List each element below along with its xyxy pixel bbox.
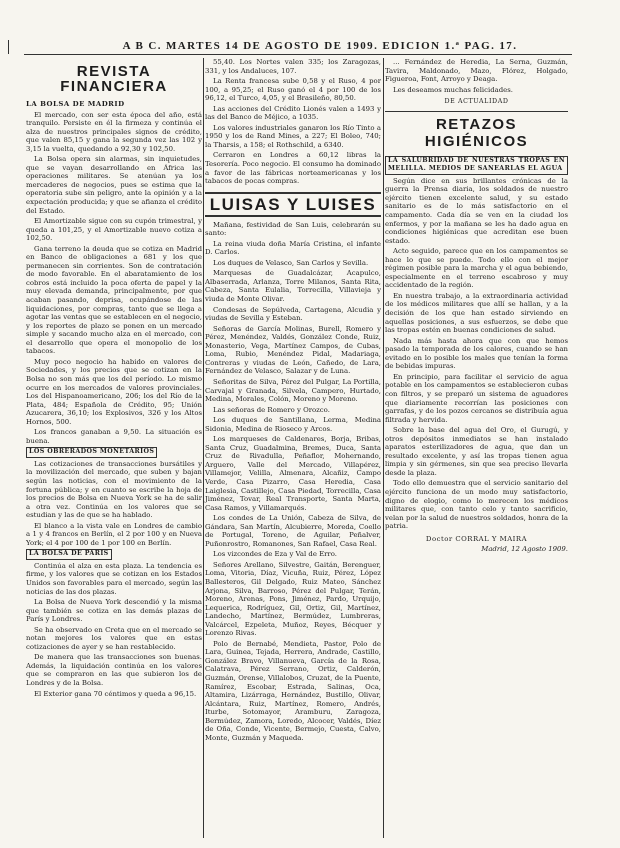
- revista-paragraph: Continúa el alza en esta plaza. La tendencia es firme, y los valores que se cotizan en los Estados Unidos son favorables para el mercado, según las noticias de las dos plazas.: [26, 561, 202, 596]
- retazos-paragraph: Todo ello demuestra que el servicio sanitario del ejército funciona de un modo muy satisfactorio, digno de elogio, como lo merecen los médicos militares que, con tanto celo y tanto sacrificio, velan por la salud de nuestros soldados, honra de la patria.: [385, 479, 568, 531]
- luisas-paragraph: Marquesas de Guadalcázar, Acapulco, Albaserrada, Arlanza, Torre Milanos, Santa Rita, Cabeza, Santa Eulalia, Torrecilla, Villavieja y viuda de Monte Olivar.: [205, 269, 381, 304]
- revista-paragraph: El mercado, con ser esta época del año, está tranquilo. Persiste en él la firmeza y continúa el alza de nuestros principales signos de crédito, que valen 85,15 y gana la segunda vez las 102 y 3,15 la vuelta, quedando a 92,30 y 102,50.: [26, 110, 202, 153]
- luisas-paragraph: La reina viuda doña María Cristina, el infante D. Carlos.: [205, 239, 381, 257]
- finance-paragraph: La Renta francesa sube 0,58 y el Ruso, 4 por 100, a 95,25; el Ruso ganó el 4 por 100 de los 96,12, el Turco, 4,05, y el Brasileño, 80,50.: [205, 77, 381, 103]
- finance-paragraph: 55,40. Los Nortes valen 335; los Zaragozas, 331, y los Andaluces, 107.: [205, 58, 381, 75]
- section-tag-actualidad: DE ACTUALIDAD: [444, 98, 509, 106]
- revista-paragraph: El Exterior gana 70 céntimos y queda a 96,15.: [34, 689, 197, 698]
- luisas-paragraph: Condesas de Sepúlveda, Cartagena, Alcudia y viudas de Sevilla y Esteban.: [205, 305, 381, 323]
- luisas-paragraph: Señores Arellano, Silvestre, Gaitán, Berenguer, Loma, Vitoria, Díaz, Vicuña, Ruiz, Pérez, López Ballesteros, Gil Delgado, Ruiz Mateo, Sánchez Arjona, Silva, Barroso, Pérez del Pulgar, Terán, Moreno, Arenas, Pons, Jiménez, Pardo, Urquijo, Lequerica, Rodríguez, Gil, Ortiz, Gil, Martínez, Landecho, Martínez, Bermúdez, Lumbreras, Valcárcel, Ezpeleta, Muñoz, Reyes, Bécquer y Lorenzo Rivas.: [205, 560, 381, 638]
- revista-paragraph: Las cotizaciones de transacciones bursátiles y la movilización del mercado, que suben y bajan según las noticias, con el movimiento de la fortuna pública; y en cuanto se escribe la hoja de los precios de Bolsa en Nueva York se ha de salir a otra vez. Continúa en los valores que se estudian y las de que se ha hablado.: [26, 459, 202, 520]
- luisas-paragraph: Mañana, festividad de San Luis, celebrarán su santo:: [205, 220, 381, 238]
- revista-paragraph: Muy poco negocio ha habido en valores de Sociedades, y los precios que se cotizan en la Bolsa no son más que los del período. Lo mismo ocurre en los mercados de valores provinciales. Los del Hispanoamericano, 206; los del Río de la Plata, 484; Española de Crédito, 95; Unión Azucarera, 36,10; los Explosivos, 326 y los Altos Hornos, 500.: [26, 357, 202, 426]
- retazos-paragraph: Nada más hasta ahora que con que hemos pasado la temporada de los calores, cuando se han evitado en lo posible los males que tenían la forma de bebidas impuras.: [385, 336, 568, 371]
- lead-label-monetarios: LOS OBRERADOS MONETARIOS: [26, 447, 157, 458]
- retazos-paragraph: En principio, para facilitar el servicio de agua potable en los campamentos se establecieron cubas con filtros, y se preparó un sistema de aguadores que diariamente recorrían las posiciones con garrafas, y de los pozos cercanos se distribuía agua filtrada y hervida.: [385, 372, 568, 424]
- luisas-paragraph: Los marqueses de Caldenares, Borja, Bribas, Santa Cruz, Guadalmina, Bremes, Duca, Santa Cruz de Rivadulla, Peñaflor, Mohernando, Arguero, Valle del Mercado, Villapérez, Villamejor, Velilla, Almenara, Alcañiz, Campo Verde, Casa Pizarro, Casa Heredia, Casa Laiglesia, Castillejo, Casa Piedad, Torrecilla, Casa Jiménez, Tovar, Real Transporte, Santa Marta, Casa Ramos, y Villamarqués.: [205, 435, 381, 512]
- finance-paragraph: Las acciones del Crédito Lionés valen a 1493 y las del Banco de Méjico, a 1035.: [205, 104, 381, 122]
- retazos-paragraph: Según dice en sus brillantes crónicas de la guerra la Prensa diaria, los soldados de nuestro ejército tienen excelente salud, y su estado sanitario es de lo más satisfactorio en el campamento. Cada día se ven en la ciudad los enfermos, y por la mañana se les ha dado agua en condiciones higiénicas que acreditan ese buen estado.: [385, 176, 568, 245]
- retazos-paragraph: En nuestra trabajo, a la extraordinaria actividad de los médicos militares que allí se hallan, y a la decisión de los que han estado sirviendo en aquellas posiciones, a sus esfuerzos, se debe que las tropas estén en buenas condiciones de salud.: [385, 291, 568, 335]
- luisas-continued-paragraph: ... Fernández de Heredia, La Serna, Guzmán, Tavira, Maldonado, Mazo, Flórez, Holgado, Figueroa, Font, Arroyo y Deaga.: [385, 58, 568, 84]
- page-header: A B C. MARTES 14 DE AGOSTO DE 1909. EDICION 1.ª PAG. 17.: [122, 40, 518, 52]
- column-divider-2: [383, 58, 384, 838]
- revista-lead: [26, 100, 202, 109]
- revista-paragraph: Se ha observado en Creta que en el mercado se notan mejores los valores que en estas cotizaciones de ayer y se han restablecido.: [26, 625, 202, 651]
- revista-paragraph: La Bolsa opera sin alarmas, sin inquietudes, que se vayan desarrollando en África las operaciones militares. Se atenúan ya los mercaderes de negocios, pues se estima que la operatoria sube sin peligro, ante la opinión y a la expectación producida; y que se afianza el crédito del Estado.: [26, 155, 202, 215]
- revista-paragraph: El Amortizable sigue con su cupón trimestral, y queda a 101,25, y el Amortizable nuevo cotiza a 102,50.: [26, 217, 202, 243]
- retazos-paragraph: Sobre la base del agua del Oro, el Gurugú, y otros depósitos inmediatos se han instalado aparatos esterilizadores de agua, que dan un resultado excelente, y así las tropas tienen agua limpia y sin gérmenes, sin que sea preciso llevarla desde la plaza.: [385, 426, 568, 477]
- finance-paragraph: Cerraron en Londres a 60,12 libras la Tesorería. Poco negocio. El consumo ha dominado a favor de las fábricas norteamericanas y los tabacos de pocas compras.: [205, 151, 381, 186]
- revista-paragraph: La Bolsa de Nueva York descendió y la misma que también se cotiza en las demás plazas de París y Londres.: [26, 598, 202, 624]
- luisas-paragraph: Los duques de Velasco, San Carlos y Sevilla.: [213, 258, 369, 267]
- luisas-paragraph: Las señoras de Romero y Orozco.: [213, 405, 330, 414]
- lead-label-bolsa-madrid: LA BOLSA DE MADRID: [26, 100, 125, 108]
- revista-title-line-2: FINANCIERA: [60, 78, 168, 95]
- article-signature: Doctor CORRAL Y MAIRA: [425, 534, 528, 543]
- luisas-paragraph: Los condes de La Unión, Cabeza de Silva, de Gándara, San Martín, Alcubierre, Moreda, Coello de Portugal, Toreno, de Aguilar, Peñalver, Puñonrostro, Romanones, San Rafael, Casa Real.: [205, 514, 381, 548]
- column-divider-1: [203, 58, 204, 838]
- revista-paragraph: De manera que las transacciones son buenas. Además, la liquidación continúa en los valores que se compraron en las que subieron los de Londres y de la Bolsa.: [26, 653, 202, 687]
- revista-paragraph: Gana terreno la deuda que se cotiza en Madrid en Banco de obligaciones a 681 y los que permanecen sin corrientes. Son de contratación de modo favorable. En el abaratamiento de los cobros está incluido la poca oferta de papel y la muy elevada demanda, principalmente, por que acaban pasando, deprisa, ocupándose de las liquidaciones, por compras, tanto que se llega a agotar las ventas que se establecen en el negocio, y los reportes de plazo se ponen en un mercado simple y sacando mucho alza en el mercado, con el desarrollo que opera el monopolio de los tabacos.: [26, 244, 202, 356]
- page-edge-mark: [8, 40, 9, 54]
- lead-label-salubridad: LA SALUBRIDAD DE NUESTRAS TROPAS EN MELILLA. MEDIOS DE SANEARLAS EL AGUA: [385, 156, 568, 175]
- column-3: [385, 58, 568, 554]
- column-1: [26, 58, 202, 700]
- article-dateline: Madrid, 12 Agosto 1909.: [481, 545, 568, 554]
- luisas-title: LUISAS Y LUISES: [205, 192, 381, 217]
- retazos-lead: [385, 156, 568, 175]
- retazos-title: RETAZOS HIGIÉNICOS: [385, 111, 568, 150]
- column-2: [205, 58, 381, 744]
- luisas-paragraph: Señoritas de Silva, Pérez del Pulgar, La Portilla, Carvajal y Granada, Silvela, Campero, Hurtado, Medina, Morales, Colón, Moreno y Moreno.: [205, 377, 381, 404]
- revista-lead-3: [26, 549, 202, 560]
- luisas-paragraph: Señoras de García Molinas, Burell, Romero y Pérez, Menéndez, Valdés, González Conde, Ruiz, Monasterio, Vega, Martínez Campos, de Cubas, Loma, Rubio, Menéndez Pidal, Madariaga, Contreras y viudas de León, Cañedo, de Lara, Fernández de Velasco, Salazar y de Luna.: [205, 324, 381, 376]
- luisas-closing: Les deseamos muchas felicidades.: [393, 85, 513, 94]
- revista-paragraph: El blanco a la vista vale en Londres de cambio a 1 y 4 francos en Berlín, el 2 por 100 y en Nueva York; el 4 por 100 de 1 por 100 en Berlín.: [26, 521, 202, 547]
- revista-title-line-1: REVISTA: [76, 63, 152, 80]
- luisas-paragraph: Los duques de Santillana, Lerma, Medina Sidonia, Medina de Rioseco y Arcos.: [205, 416, 381, 433]
- luisas-paragraph: Polo de Bernabé, Mendieta, Pastor, Polo de Lara, Guinea, Tejada, Herrera, Andrade, Castillo, González Bravo, Villanueva, García de la Rosa, Calatrava, Pérez Serrano, Ortiz, Calderón, Guzmán, Orense, Villalobos, Cruzat, de la Puente, Ramírez, Escobar, Estrada, Salinas, Oca, Altamira, Lizárraga, Hernández, Bustillo, Olivar, Alcántara, Ruiz, Martínez, Romero, Andrés, Iturbe, Sotomayor, Aramburu, Zaragoza, Bermúdez, Zamora, Loredo, Alcocer, Valdés, Díez de Oña, Conde, Vicente, Bermejo, Cuesta, Calvo, Monte, Guzmán y Maqueda.: [205, 639, 381, 742]
- lead-label-bolsa-paris: LA BOLSA DE PARIS: [26, 549, 112, 560]
- luisas-paragraph: Los vizcondes de Eza y Val de Erro.: [213, 550, 337, 559]
- revista-lead-2: [26, 447, 202, 458]
- header-rule: [24, 54, 572, 55]
- finance-paragraph: Los valores industriales ganaron los Río Tinto a 1950 y los de Rand Mines, a 227; El Boleo, 740; la Tharsis, a 158; el Rothschild, a 6340.: [205, 123, 381, 149]
- revista-paragraph: Los francos ganaban a 9,50. La situación es buena.: [26, 428, 202, 445]
- retazos-paragraph: Acto seguido, parece que en los campamentos se hace lo que se puede. Todo ello con el mejor régimen posible para la marcha y el agua bebiendo, especialmente en el terreno escabroso y muy accidentado de la región.: [385, 247, 568, 290]
